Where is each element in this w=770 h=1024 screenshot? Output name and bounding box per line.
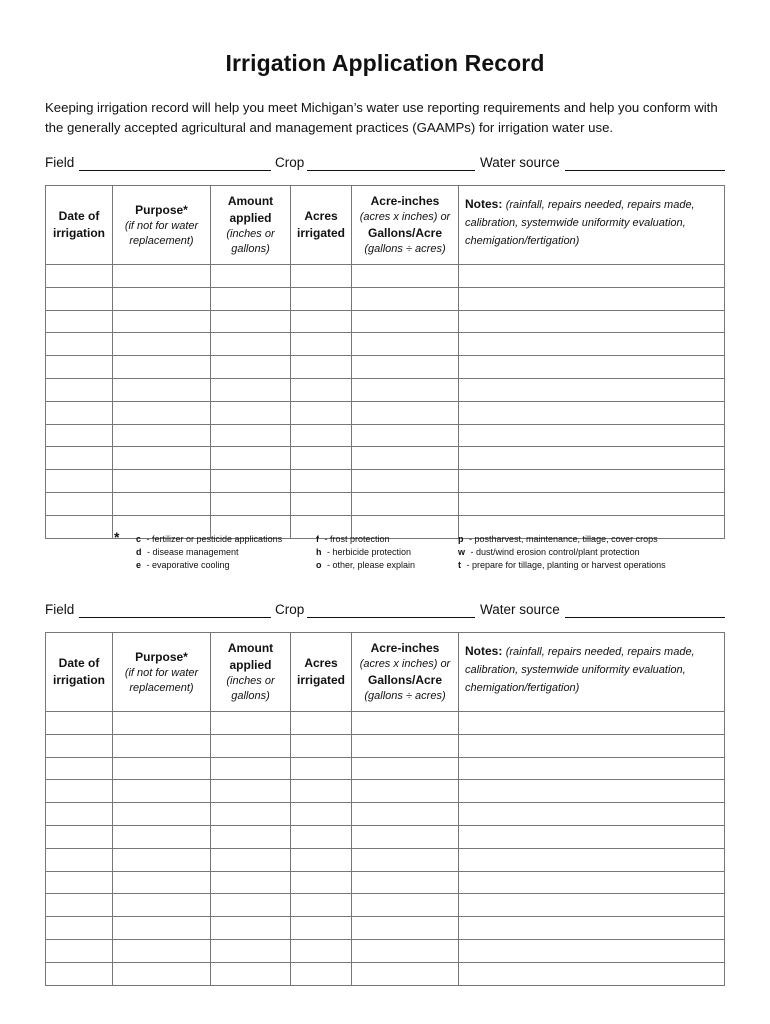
header-date: Date of irrigation (46, 633, 113, 712)
acre-inches-cell[interactable] (352, 917, 459, 940)
acres-cell[interactable] (291, 825, 352, 848)
acre-inches-cell[interactable] (352, 447, 459, 470)
acres-cell[interactable] (291, 265, 352, 288)
acre-inches-cell[interactable] (352, 894, 459, 917)
notes-cell[interactable] (459, 917, 725, 940)
purpose-cell[interactable] (113, 825, 211, 848)
notes-cell[interactable] (459, 712, 725, 735)
header-purpose: Purpose* (if not for water replacement) (113, 633, 211, 712)
table-row (46, 803, 725, 826)
notes-cell[interactable] (459, 265, 725, 288)
header-acres: Acres irrigated (291, 633, 352, 712)
date-cell[interactable] (46, 939, 113, 962)
acres-cell[interactable] (291, 447, 352, 470)
legend-code-e: e - evaporative cooling (136, 560, 230, 570)
acres-cell[interactable] (291, 803, 352, 826)
table-row (46, 962, 725, 985)
purpose-cell[interactable] (113, 894, 211, 917)
notes-cell[interactable] (459, 962, 725, 985)
irrigation-table-1 (45, 185, 725, 539)
amount-cell[interactable] (211, 492, 291, 515)
purpose-cell[interactable] (113, 939, 211, 962)
amount-cell[interactable] (211, 310, 291, 333)
acre-inches-cell[interactable] (352, 401, 459, 424)
notes-cell[interactable] (459, 825, 725, 848)
acre-inches-cell[interactable] (352, 780, 459, 803)
table-row (46, 825, 725, 848)
acre-inches-cell[interactable] (352, 939, 459, 962)
purpose-cell[interactable] (113, 848, 211, 871)
acre-inches-cell[interactable] (352, 825, 459, 848)
acres-cell[interactable] (291, 470, 352, 493)
acre-inches-cell[interactable] (352, 378, 459, 401)
legend-code-d: d - disease management (136, 547, 239, 557)
date-cell[interactable] (46, 515, 113, 538)
legend-code-t: t - prepare for tillage, planting or harvest operations (458, 560, 666, 570)
table-row (46, 378, 725, 401)
acre-inches-cell[interactable] (352, 470, 459, 493)
header-notes: Notes: (rainfall, repairs needed, repairs made, calibration, systemwide uniformity evaluation, chemigation/fertigation) (459, 186, 725, 265)
header-amount: Amount applied (inches or gallons) (211, 633, 291, 712)
table-row (46, 734, 725, 757)
acres-cell[interactable] (291, 757, 352, 780)
acre-inches-cell[interactable] (352, 265, 459, 288)
water-source-label: Water source (480, 602, 560, 617)
acres-cell[interactable] (291, 917, 352, 940)
water-source-label: Water source (480, 155, 560, 170)
purpose-cell[interactable] (113, 734, 211, 757)
date-cell[interactable] (46, 825, 113, 848)
amount-cell[interactable] (211, 265, 291, 288)
header-acres: Acres irrigated (291, 186, 352, 265)
acre-inches-cell[interactable] (352, 333, 459, 356)
acres-cell[interactable] (291, 424, 352, 447)
irrigation-table-2 (45, 632, 725, 986)
amount-cell[interactable] (211, 871, 291, 894)
header-notes: Notes: (rainfall, repairs needed, repairs made, calibration, systemwide uniformity evaluation, chemigation/fertigation) (459, 633, 725, 712)
purpose-cell[interactable] (113, 492, 211, 515)
acres-cell[interactable] (291, 287, 352, 310)
date-cell[interactable] (46, 424, 113, 447)
notes-cell[interactable] (459, 734, 725, 757)
amount-cell[interactable] (211, 447, 291, 470)
purpose-cell[interactable] (113, 712, 211, 735)
acre-inches-cell[interactable] (352, 962, 459, 985)
notes-cell[interactable] (459, 871, 725, 894)
legend-code-h: h - herbicide protection (316, 547, 412, 557)
acre-inches-cell[interactable] (352, 310, 459, 333)
crop-input-line[interactable] (307, 170, 475, 171)
purpose-cell[interactable] (113, 917, 211, 940)
purpose-cell[interactable] (113, 287, 211, 310)
acres-cell[interactable] (291, 848, 352, 871)
acres-cell[interactable] (291, 333, 352, 356)
header-date: Date of irrigation (46, 186, 113, 265)
table-row (46, 265, 725, 288)
acres-cell[interactable] (291, 712, 352, 735)
acre-inches-cell[interactable] (352, 287, 459, 310)
notes-cell[interactable] (459, 356, 725, 379)
acre-inches-cell[interactable] (352, 848, 459, 871)
purpose-cell[interactable] (113, 757, 211, 780)
acre-inches-cell[interactable] (352, 424, 459, 447)
crop-label: Crop (275, 602, 305, 617)
table-row (46, 894, 725, 917)
acres-cell[interactable] (291, 939, 352, 962)
asterisk: * (114, 529, 120, 545)
crop-input-line[interactable] (307, 617, 475, 618)
purpose-cell[interactable] (113, 962, 211, 985)
notes-cell[interactable] (459, 470, 725, 493)
amount-cell[interactable] (211, 734, 291, 757)
table-row (46, 492, 725, 515)
acres-cell[interactable] (291, 401, 352, 424)
table-row (46, 848, 725, 871)
header-acre-inches: Acre-inches (acres x inches) or Gallons/Acre (gallons ÷ acres) (352, 633, 459, 712)
purpose-cell[interactable] (113, 378, 211, 401)
acre-inches-cell[interactable] (352, 871, 459, 894)
notes-cell[interactable] (459, 310, 725, 333)
purpose-cell[interactable] (113, 871, 211, 894)
acres-cell[interactable] (291, 780, 352, 803)
field-line-1 (45, 155, 727, 175)
table-body-1 (46, 265, 725, 539)
acre-inches-cell[interactable] (352, 492, 459, 515)
water-source-input-line[interactable] (565, 617, 725, 618)
field-input-line[interactable] (79, 170, 271, 171)
purpose-cell[interactable] (113, 780, 211, 803)
table-row (46, 780, 725, 803)
amount-cell[interactable] (211, 825, 291, 848)
date-cell[interactable] (46, 734, 113, 757)
amount-cell[interactable] (211, 939, 291, 962)
amount-cell[interactable] (211, 757, 291, 780)
date-cell[interactable] (46, 265, 113, 288)
acres-cell[interactable] (291, 871, 352, 894)
legend-code-o: o - other, please explain (316, 560, 416, 570)
header-purpose: Purpose* (if not for water replacement) (113, 186, 211, 265)
date-cell[interactable] (46, 333, 113, 356)
date-cell[interactable] (46, 780, 113, 803)
field-line-2 (45, 602, 727, 622)
acres-cell[interactable] (291, 492, 352, 515)
purpose-cell[interactable] (113, 333, 211, 356)
notes-cell[interactable] (459, 848, 725, 871)
date-cell[interactable] (46, 894, 113, 917)
header-amount: Amount applied (inches or gallons) (211, 186, 291, 265)
purpose-cell[interactable] (113, 356, 211, 379)
date-cell[interactable] (46, 757, 113, 780)
field-input-line[interactable] (79, 617, 271, 618)
amount-cell[interactable] (211, 803, 291, 826)
amount-cell[interactable] (211, 356, 291, 379)
acre-inches-cell[interactable] (352, 712, 459, 735)
table-row (46, 310, 725, 333)
acre-inches-cell[interactable] (352, 757, 459, 780)
date-cell[interactable] (46, 356, 113, 379)
table-row (46, 871, 725, 894)
acres-cell[interactable] (291, 734, 352, 757)
acres-cell[interactable] (291, 356, 352, 379)
table-row (46, 939, 725, 962)
acre-inches-cell[interactable] (352, 734, 459, 757)
field-label: Field (45, 602, 75, 617)
date-cell[interactable] (46, 287, 113, 310)
date-cell[interactable] (46, 492, 113, 515)
acres-cell[interactable] (291, 378, 352, 401)
amount-cell[interactable] (211, 378, 291, 401)
date-cell[interactable] (46, 917, 113, 940)
legend-code-p: p - postharvest, maintenance, tillage, cover crops (458, 534, 658, 544)
notes-cell[interactable] (459, 757, 725, 780)
page-title: Irrigation Application Record (225, 50, 545, 76)
notes-cell[interactable] (459, 780, 725, 803)
notes-cell[interactable] (459, 287, 725, 310)
amount-cell[interactable] (211, 917, 291, 940)
notes-cell[interactable] (459, 447, 725, 470)
table-body-2 (46, 712, 725, 986)
table-row (46, 917, 725, 940)
notes-cell[interactable] (459, 333, 725, 356)
amount-cell[interactable] (211, 333, 291, 356)
notes-cell[interactable] (459, 401, 725, 424)
notes-cell[interactable] (459, 492, 725, 515)
date-cell[interactable] (46, 470, 113, 493)
notes-cell[interactable] (459, 894, 725, 917)
table-row (46, 712, 725, 735)
amount-cell[interactable] (211, 848, 291, 871)
legend-code-c: c - fertilizer or pesticide applications (136, 534, 283, 544)
acre-inches-cell[interactable] (352, 356, 459, 379)
amount-cell[interactable] (211, 712, 291, 735)
table-row (46, 424, 725, 447)
purpose-cell[interactable] (113, 265, 211, 288)
amount-cell[interactable] (211, 962, 291, 985)
table-row (46, 757, 725, 780)
date-cell[interactable] (46, 871, 113, 894)
table-row (46, 447, 725, 470)
date-cell[interactable] (46, 712, 113, 735)
table-row (46, 333, 725, 356)
amount-cell[interactable] (211, 401, 291, 424)
notes-cell[interactable] (459, 803, 725, 826)
notes-cell[interactable] (459, 424, 725, 447)
amount-cell[interactable] (211, 894, 291, 917)
legend-code-w: w - dust/wind erosion control/plant protection (458, 547, 640, 557)
table-row (46, 287, 725, 310)
date-cell[interactable] (46, 401, 113, 424)
legend-code-f: f - frost protection (316, 534, 390, 544)
table-row (46, 401, 725, 424)
date-cell[interactable] (46, 447, 113, 470)
amount-cell[interactable] (211, 780, 291, 803)
date-cell[interactable] (46, 803, 113, 826)
header-acre-inches: Acre-inches (acres x inches) or Gallons/Acre (gallons ÷ acres) (352, 186, 459, 265)
purpose-cell[interactable] (113, 310, 211, 333)
purpose-cell[interactable] (113, 424, 211, 447)
notes-cell[interactable] (459, 939, 725, 962)
purpose-cell[interactable] (113, 470, 211, 493)
date-cell[interactable] (46, 310, 113, 333)
acres-cell[interactable] (291, 962, 352, 985)
purpose-cell[interactable] (113, 803, 211, 826)
crop-label: Crop (275, 155, 305, 170)
purpose-cell[interactable] (113, 401, 211, 424)
date-cell[interactable] (46, 962, 113, 985)
date-cell[interactable] (46, 848, 113, 871)
amount-cell[interactable] (211, 470, 291, 493)
field-label: Field (45, 155, 75, 170)
acres-cell[interactable] (291, 894, 352, 917)
acres-cell[interactable] (291, 310, 352, 333)
amount-cell[interactable] (211, 287, 291, 310)
date-cell[interactable] (46, 378, 113, 401)
purpose-cell[interactable] (113, 447, 211, 470)
acre-inches-cell[interactable] (352, 803, 459, 826)
table-row (46, 470, 725, 493)
water-source-input-line[interactable] (565, 170, 725, 171)
amount-cell[interactable] (211, 424, 291, 447)
intro-text: Keeping irrigation record will help you meet Michigan’s water use reporting requirements and help you conform with the generally accepted agricultural and management practices (GAAMPs) for irrigation water use. (45, 100, 718, 135)
table-row (46, 356, 725, 379)
notes-cell[interactable] (459, 378, 725, 401)
